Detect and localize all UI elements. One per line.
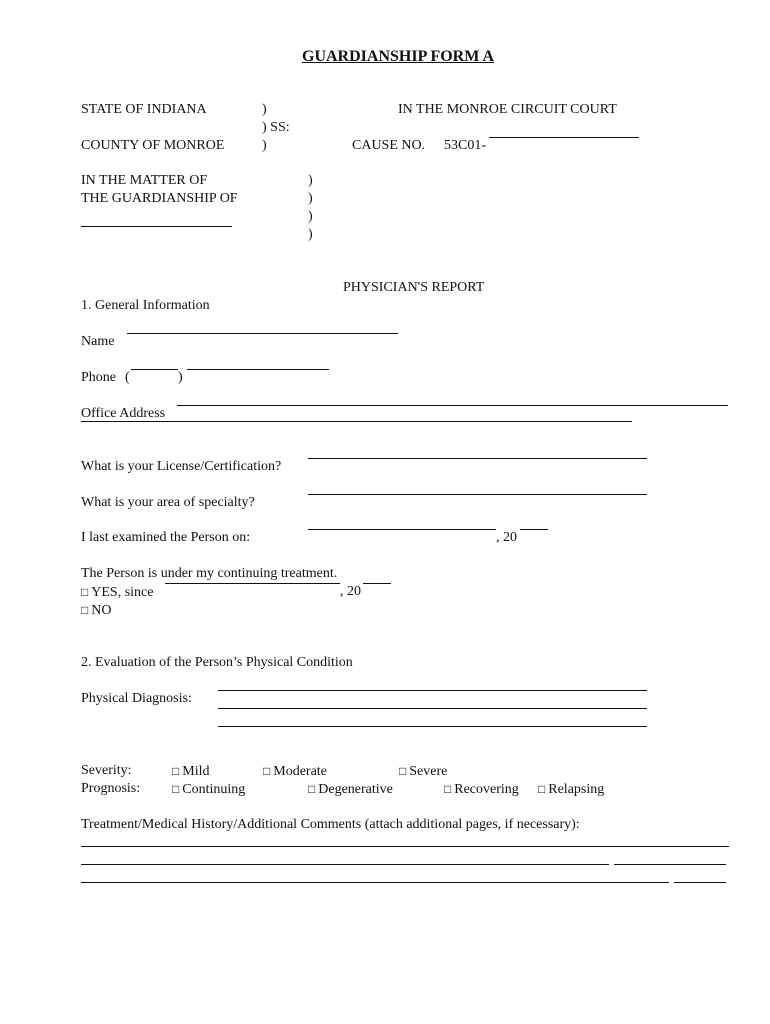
yes-label: YES, since bbox=[91, 585, 154, 600]
treatment-since-date-field[interactable] bbox=[165, 583, 340, 584]
no-option[interactable] bbox=[81, 602, 111, 619]
ss-label: ) SS: bbox=[262, 120, 290, 135]
phone-label: Phone bbox=[81, 370, 116, 385]
checkbox-icon[interactable]: □ bbox=[308, 782, 316, 796]
office-address-label: Office Address bbox=[81, 406, 166, 421]
cause-prefix: 53C01- bbox=[444, 138, 486, 153]
caption-paren: ) bbox=[262, 102, 267, 117]
physician-name-field[interactable] bbox=[127, 333, 398, 334]
year-prefix: , 20 bbox=[340, 584, 361, 599]
last-examined-date-field[interactable] bbox=[308, 529, 496, 530]
prognosis-option-label: Relapsing bbox=[548, 782, 605, 797]
section2-heading: 2. Evaluation of the Person’s Physical Condition bbox=[81, 655, 353, 670]
prognosis-option-label: Recovering bbox=[454, 782, 519, 797]
phone-paren-close: ) bbox=[178, 370, 183, 385]
yes-option[interactable] bbox=[81, 584, 153, 601]
prognosis-option-continuing[interactable] bbox=[172, 781, 245, 798]
severity-label: Severity: bbox=[81, 763, 132, 778]
name-label: Name bbox=[81, 334, 115, 349]
section1-heading: 1. General Information bbox=[81, 298, 210, 313]
physical-diagnosis-field-line2[interactable] bbox=[218, 708, 647, 709]
ward-name-field[interactable] bbox=[81, 226, 232, 227]
office-address-field-line2[interactable] bbox=[81, 421, 632, 422]
phone-number-field[interactable] bbox=[187, 369, 329, 370]
caption-paren: ) bbox=[308, 173, 313, 188]
office-address-field-line1[interactable] bbox=[177, 405, 728, 406]
comments-field-line2-tail[interactable] bbox=[614, 864, 726, 865]
last-examined-label: I last examined the Person on: bbox=[81, 530, 251, 545]
severity-option-label: Moderate bbox=[273, 764, 327, 779]
caption-paren: ) bbox=[308, 227, 313, 242]
severity-option-mild[interactable] bbox=[172, 763, 209, 780]
comments-field-line3-tail[interactable] bbox=[674, 882, 726, 883]
physical-diagnosis-field-line1[interactable] bbox=[218, 690, 647, 691]
caption-paren: ) bbox=[262, 138, 267, 153]
cause-label: CAUSE NO. bbox=[352, 138, 426, 153]
continuing-treatment-label: The Person is under my continuing treatment. bbox=[81, 566, 338, 581]
specialty-field[interactable] bbox=[308, 494, 647, 495]
prognosis-option-label: Degenerative bbox=[318, 782, 393, 797]
no-label: NO bbox=[91, 603, 112, 618]
guardianship-of-label: THE GUARDIANSHIP OF bbox=[81, 191, 238, 206]
prognosis-option-degenerative[interactable] bbox=[308, 781, 393, 798]
license-label: What is your License/Certification? bbox=[81, 459, 282, 474]
cause-number-field[interactable] bbox=[489, 137, 639, 138]
prognosis-label: Prognosis: bbox=[81, 781, 141, 796]
severity-option-label: Mild bbox=[182, 764, 210, 779]
prognosis-option-recovering[interactable] bbox=[444, 781, 519, 798]
checkbox-icon[interactable]: □ bbox=[172, 764, 180, 778]
comments-field-line2[interactable] bbox=[81, 864, 609, 865]
checkbox-icon[interactable]: □ bbox=[538, 782, 546, 796]
physical-diagnosis-label: Physical Diagnosis: bbox=[81, 691, 192, 706]
checkbox-icon[interactable]: □ bbox=[444, 782, 452, 796]
caption-paren: ) bbox=[308, 191, 313, 206]
severity-option-severe[interactable] bbox=[399, 763, 447, 780]
checkbox-icon[interactable]: □ bbox=[399, 764, 407, 778]
prognosis-option-label: Continuing bbox=[182, 782, 246, 797]
checkbox-icon[interactable]: □ bbox=[81, 585, 89, 599]
county-label: COUNTY OF MONROE bbox=[81, 138, 225, 153]
physical-diagnosis-field-line3[interactable] bbox=[218, 726, 647, 727]
license-field[interactable] bbox=[308, 458, 647, 459]
year-prefix: , 20 bbox=[496, 530, 517, 545]
comments-label: Treatment/Medical History/Additional Comments (attach additional pages, if necessary): bbox=[81, 817, 580, 832]
prognosis-option-relapsing[interactable] bbox=[538, 781, 604, 798]
comments-field-line1[interactable] bbox=[81, 846, 729, 847]
court-label: IN THE MONROE CIRCUIT COURT bbox=[398, 102, 617, 117]
state-label: STATE OF INDIANA bbox=[81, 102, 207, 117]
caption-paren: ) bbox=[308, 209, 313, 224]
treatment-since-year-field[interactable] bbox=[363, 583, 391, 584]
specialty-label: What is your area of specialty? bbox=[81, 495, 255, 510]
report-title: PHYSICIAN'S REPORT bbox=[343, 280, 485, 295]
form-title: GUARDIANSHIP FORM A bbox=[302, 48, 495, 65]
checkbox-icon[interactable]: □ bbox=[81, 603, 89, 617]
matter-label: IN THE MATTER OF bbox=[81, 173, 208, 188]
checkbox-icon[interactable]: □ bbox=[172, 782, 180, 796]
severity-option-moderate[interactable] bbox=[263, 763, 327, 780]
severity-option-label: Severe bbox=[409, 764, 448, 779]
phone-area-code-field[interactable] bbox=[131, 369, 178, 370]
comments-field-line3[interactable] bbox=[81, 882, 669, 883]
checkbox-icon[interactable]: □ bbox=[263, 764, 271, 778]
last-examined-year-field[interactable] bbox=[520, 529, 548, 530]
phone-paren-open: ( bbox=[125, 370, 130, 385]
